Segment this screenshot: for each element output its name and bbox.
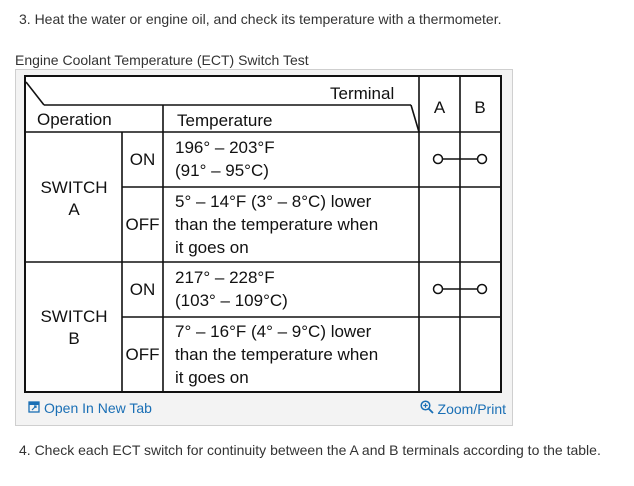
switch-b-on-label: ON [129,280,156,299]
switch-b-on-temp-line1: 217° – 228°F [175,268,275,287]
switch-a-on-temp-line2: (91° – 95°C) [175,161,269,180]
open-in-new-tab-link[interactable] [28,400,152,416]
switch-b-label-line2: B [68,329,80,348]
terminal-b-header: B [474,98,486,117]
figure-caption: Engine Coolant Temperature (ECT) Switch Test [15,52,309,68]
step-4-text: 4. Check each ECT switch for continuity between the A and B terminals according to the table. [19,442,601,458]
step-3-text: 3. Heat the water or engine oil, and check its temperature with a thermometer. [19,11,502,27]
switch-b-label-line1: SWITCH [40,307,108,326]
terminal-header: Terminal [330,84,395,103]
ect-switch-table [24,75,502,393]
open-in-new-tab-label: Open In New Tab [44,400,152,416]
open-new-tab-icon [28,400,40,416]
zoom-print-label: Zoom/Print [437,400,506,417]
zoom-print-link[interactable] [420,400,506,417]
header-diagonal-line [26,82,44,105]
switch-a-off-label: OFF [125,215,160,234]
switch-a-label-line1: SWITCH [40,178,108,197]
switch-a-off-temp-line1: 5° – 14°F (3° – 8°C) lower [175,192,372,211]
figure-container [15,69,513,426]
switch-a-label-line2: A [68,200,80,219]
switch-b-off-temp-line1: 7° – 16°F (4° – 9°C) lower [175,322,372,341]
switch-b-on-temp-line2: (103° – 109°C) [175,291,288,310]
operation-header: Operation [37,110,112,129]
switch-a-off-temp-line2: than the temperature when [175,215,379,234]
switch-b-off-temp-line3: it goes on [175,368,249,387]
terminal-a-header: A [433,98,446,117]
switch-b-off-label: OFF [125,345,160,364]
switch-a-off-temp-line3: it goes on [175,238,249,257]
temperature-header: Temperature [177,111,273,130]
switch-b-off-temp-line2: than the temperature when [175,345,379,364]
switch-a-on-temp-line1: 196° – 203°F [175,138,275,157]
zoom-magnifier-icon [420,400,434,417]
header-diagonal-line-right [411,105,419,132]
switch-a-on-label: ON [129,150,156,169]
